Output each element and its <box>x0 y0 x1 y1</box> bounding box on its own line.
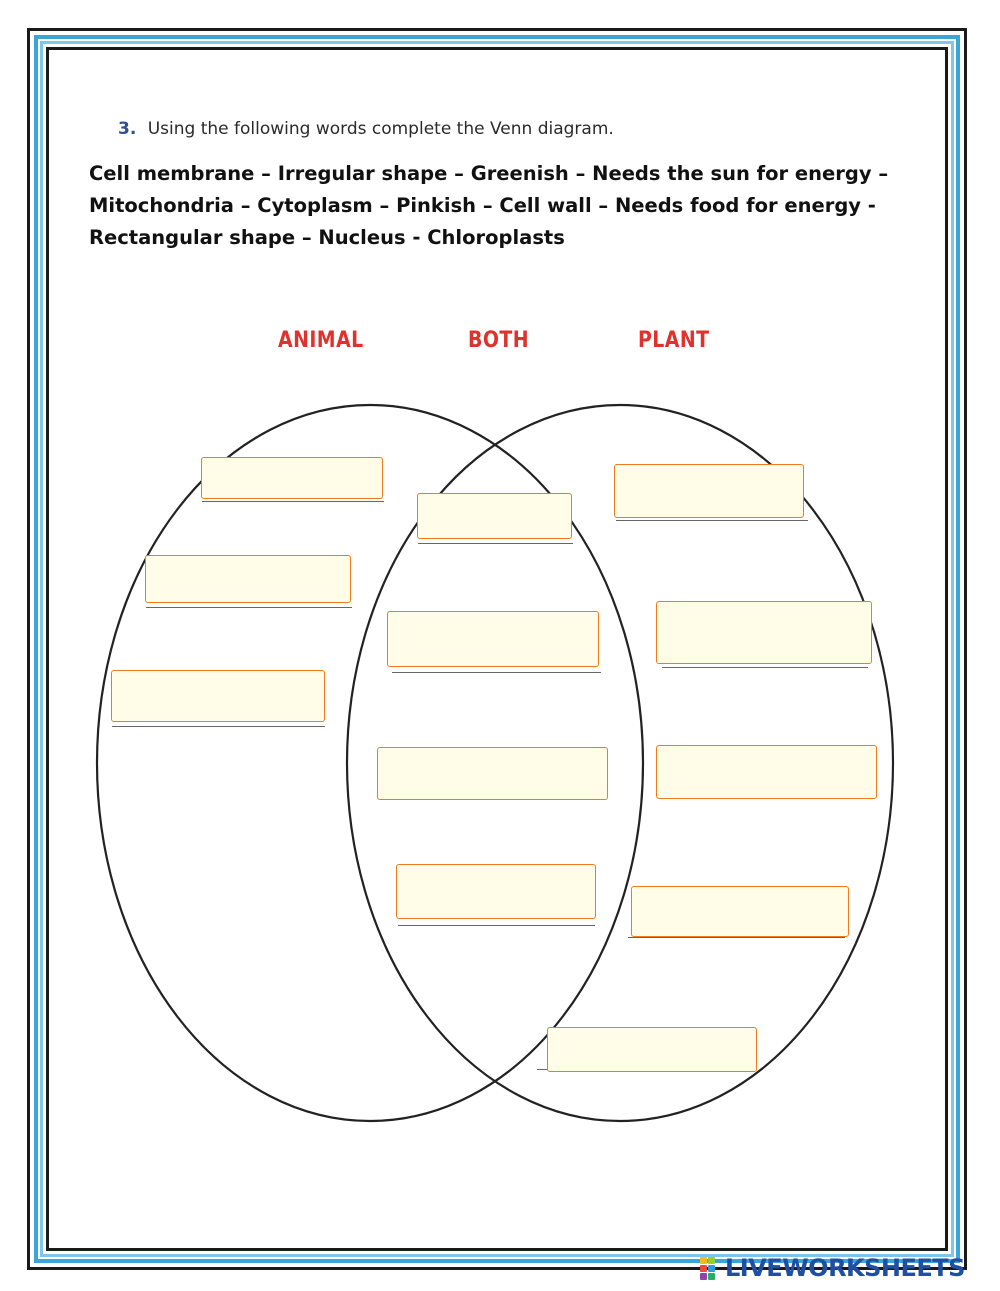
both-answer-box-1[interactable] <box>417 493 572 539</box>
both-answer-box-2[interactable] <box>387 611 599 667</box>
word-bank-line: Cell membrane – Irregular shape – Greenish – Needs the sun for energy – <box>89 162 889 185</box>
answer-underline <box>112 726 325 727</box>
brand-name: LIVEWORKSHEETS <box>725 1254 965 1282</box>
answer-underline <box>616 520 808 521</box>
plant-answer-box-5[interactable] <box>547 1027 757 1072</box>
plant-answer-box-1[interactable] <box>614 464 804 518</box>
animal-answer-box-3[interactable] <box>111 670 325 722</box>
plant-answer-box-3[interactable] <box>656 745 877 799</box>
answer-underline <box>392 672 601 673</box>
answer-underline <box>202 501 384 502</box>
animal-answer-box-2[interactable] <box>145 555 351 603</box>
animal-label: ANIMAL <box>278 328 364 353</box>
plant-label: PLANT <box>638 328 710 353</box>
plant-answer-box-2[interactable] <box>656 601 872 664</box>
answer-underline <box>628 937 845 938</box>
question-number: 3. <box>118 119 137 139</box>
both-answer-box-4[interactable] <box>396 864 596 919</box>
answer-underline <box>398 925 595 926</box>
liveworksheets-logo <box>700 1253 965 1283</box>
answer-underline <box>662 667 868 668</box>
plant-answer-box-4[interactable] <box>631 886 849 937</box>
word-bank-line: Mitochondria – Cytoplasm – Pinkish – Cell wall – Needs food for energy - <box>89 194 876 217</box>
word-bank-line: Rectangular shape – Nucleus - Chloroplasts <box>89 226 565 249</box>
animal-answer-box-1[interactable] <box>201 457 383 499</box>
liveworksheets-badge-icon <box>700 1255 722 1281</box>
answer-underline <box>418 543 573 544</box>
both-label: BOTH <box>468 328 529 353</box>
both-answer-box-3[interactable] <box>377 747 608 800</box>
question-text: Using the following words complete the Venn diagram. <box>147 119 614 139</box>
answer-underline <box>146 607 352 608</box>
